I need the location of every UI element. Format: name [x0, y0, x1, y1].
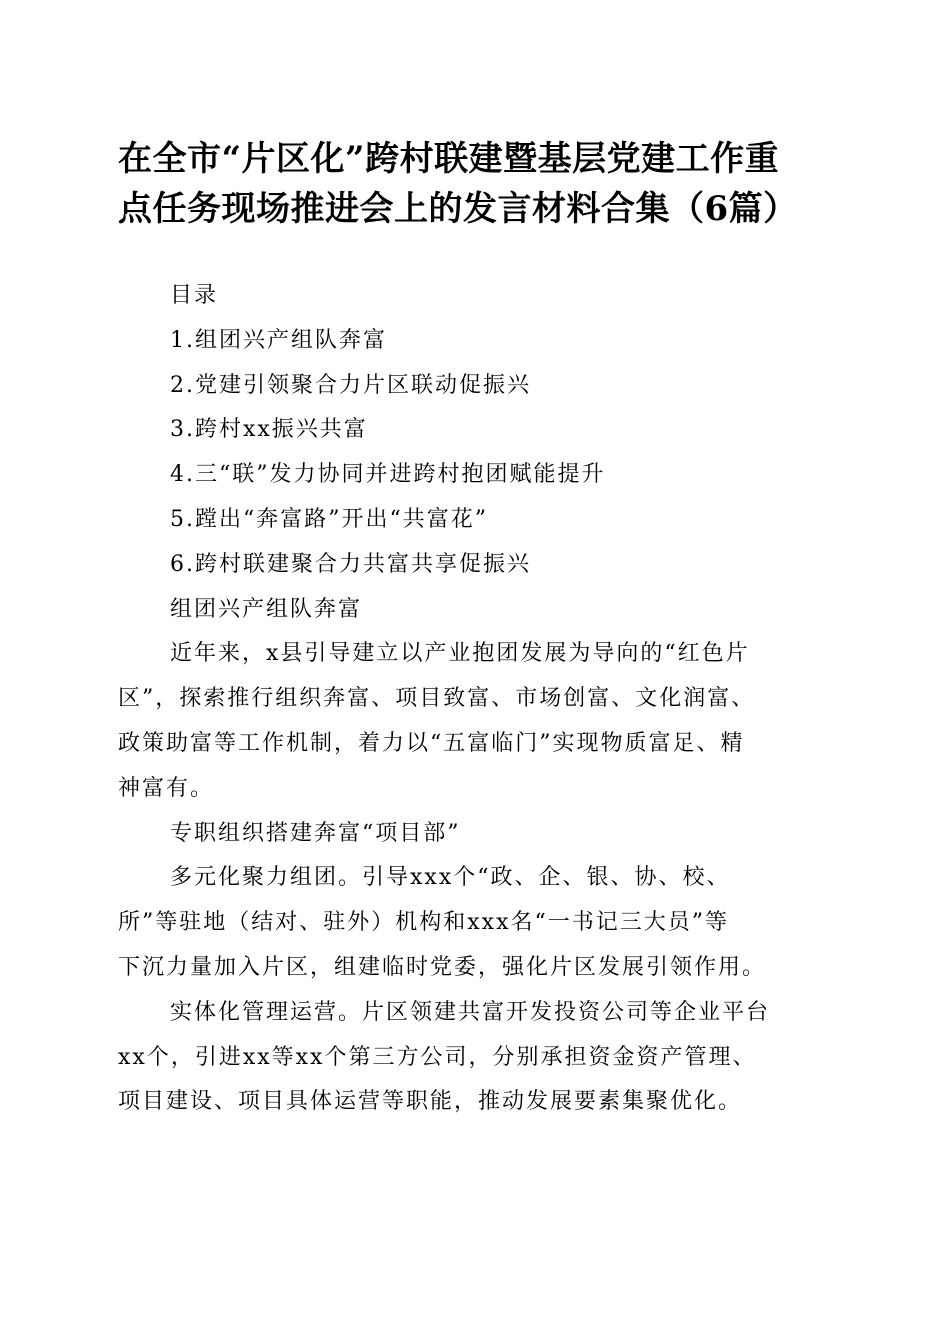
document-title-line-2: 点任务现场推进会上的发言材料合集（6篇）	[118, 189, 798, 229]
toc-item: 5.蹚出“奔富路”开出“共富花”	[170, 506, 488, 532]
toc-item: 1.组团兴产组队奔富	[170, 327, 387, 353]
document-body	[118, 274, 828, 1125]
intro-paragraph-line: 神富有。	[118, 775, 215, 801]
paragraph-2-line: 实体化管理运营。片区领建共富开发投资公司等企业平台	[170, 999, 771, 1025]
paragraph-1-line: 多元化聚力组团。引导xxx个“政、企、银、协、校、	[170, 865, 731, 891]
paragraph-1-line: 所”等驻地（结对、驻外）机构和xxx名“一书记三大员”等	[118, 910, 729, 936]
section-title: 组团兴产组队奔富	[170, 596, 363, 622]
subheading: 专职组织搭建奔富“项目部”	[170, 820, 461, 846]
document-title	[118, 134, 833, 234]
toc-heading: 目录	[170, 283, 219, 308]
intro-paragraph-line: 政策助富等工作机制，着力以“五富临门”实现物质富足、精	[118, 730, 745, 756]
toc-item: 3.跨村xx振兴共富	[170, 417, 368, 443]
toc-item: 4.三“联”发力协同并进跨村抱团赋能提升	[170, 462, 606, 488]
intro-paragraph-line: 近年来，x县引导建立以产业抱团发展为导向的“红色片	[170, 641, 750, 667]
document-title-line-1: 在全市“片区化”跨村联建暨基层党建工作重	[118, 139, 780, 179]
toc-item: 6.跨村联建聚合力共富共享促振兴	[170, 551, 531, 577]
paragraph-2-line: xx个，引进xx等xx个第三方公司，分别承担资金资产管理、	[118, 1044, 757, 1070]
paragraph-1-line: 下沉力量加入片区，组建临时党委，强化片区发展引领作用。	[118, 954, 767, 980]
toc-item: 2.党建引领聚合力片区联动促振兴	[170, 372, 531, 398]
paragraph-2-line: 项目建设、项目具体运营等职能，推动发展要素集聚优化。	[118, 1089, 743, 1115]
intro-paragraph-line: 区”，探索推行组织奔富、项目致富、市场创富、文化润富、	[118, 686, 756, 712]
